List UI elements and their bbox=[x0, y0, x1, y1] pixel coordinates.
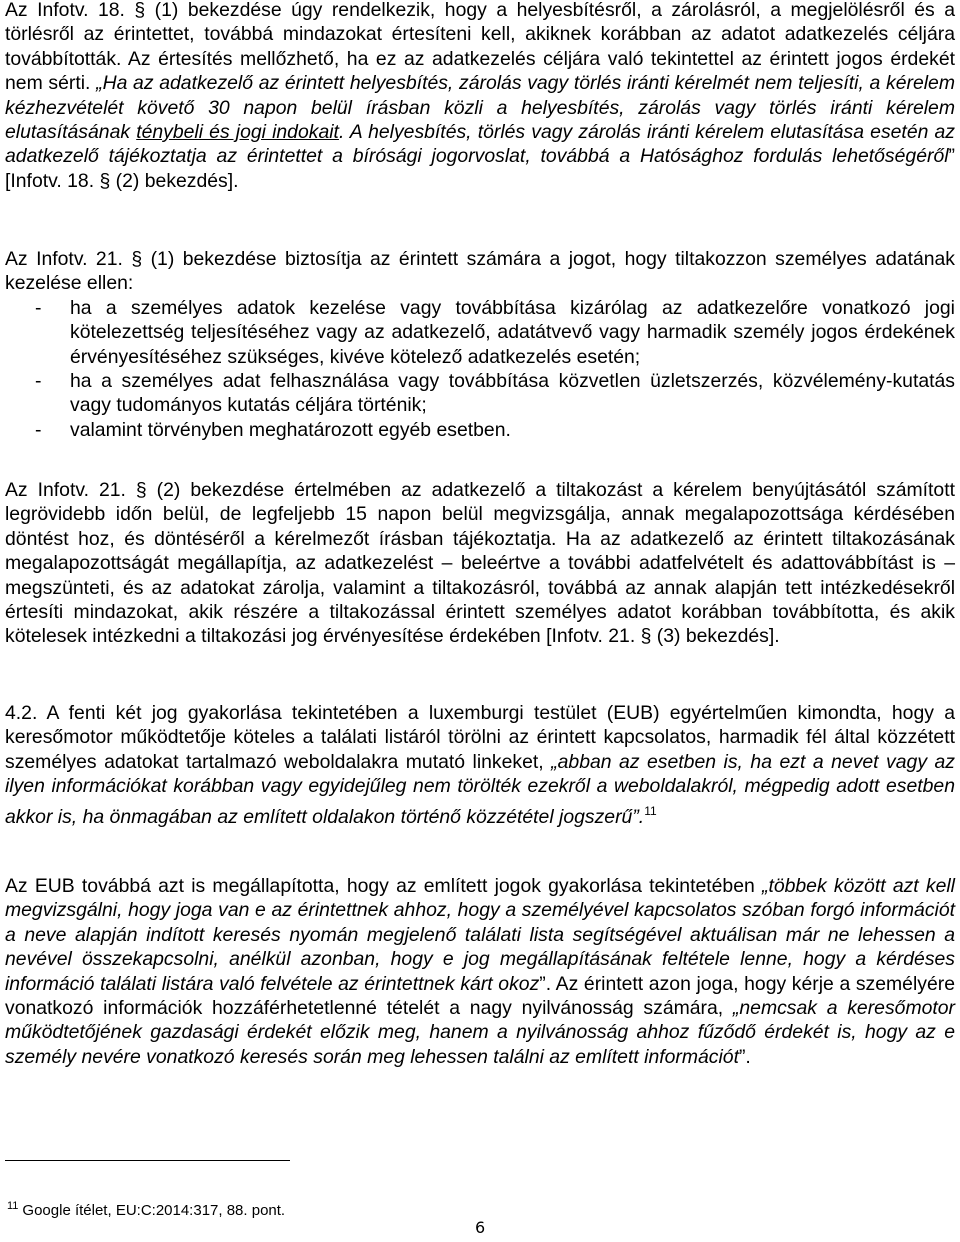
dash-bullet: - bbox=[35, 370, 42, 393]
list-item: - ha a személyes adat felhasználása vagy továbbítása közvetlen üzletszerzés, közvélemény-kutatás vagy tudományos kutatás céljára történik; bbox=[35, 370, 955, 417]
paragraph-4-2: 4.2. A fenti két jog gyakorlása tekintetében a luxemburgi testület (EUB) egyértelműen kimondta, hogy a keresőmotor működtetője köteles a találati listáról törölni az érintett kapcsolatos, harmadik fél által közzétett személyes adatokat tartalmazó weboldalakra mutató linkeket, „abban az esetben is, ha ezt a nevet vagy az ilyen információkat korábban vagy egyidejűleg nem törölték ezekről a weboldalakról, mégpedig adott esetben akkor is, ha önmagában az említett oldalakon történő közzététel jogszerű”.$^{11}$ bbox=[5, 702, 955, 828]
list-item: - ha a személyes adatok kezelése vagy továbbítása kizárólag az adatkezelőre vonatkozó jogi kötelezettség teljesítéséhez vagy az adatkezelő, adatátvevő vagy harmadik személy jogos érdekének érvényesítéséhez szükséges, kivéve kötelező adatkezelés esetén; bbox=[35, 296, 955, 368]
paragraph-eub-findings: Az EUB továbbá azt is megállapította, hogy az említett jogok gyakorlása tekintetében „többek között azt kell megvizsgálni, hogy joga van e az érintettnek ahhoz, hogy a személyével kapcsolatos szóban forgó információt a neve alapján indított keresés nyomán megjelenő találati lista segítségével aktuálisan már ne lehessen a nevével összekapcsolni, anélkül azonban, hogy e jog megállapításának feltétele lenne, hogy a kérdéses információ találati listára való felvétele az érintettnek kárt okoz”. Az érintett azon joga, hogy kérje a személyére vonatkozó információk hozzáférhetetlenné tételét a nagy nyilvánosság számára, „nemcsak a keresőmotor működtetőjének gazdasági érdekét előzik meg, hanem a nyilvánosság ahhoz fűződő érdekét is, hogy az e személy nevére vonatkozó keresés során meg lehessen találni az említett információt”. bbox=[5, 875, 956, 1068]
footnote bbox=[7, 1196, 285, 1221]
paragraph-infotv-21-1 bbox=[5, 247, 955, 442]
quote-rejection: „Ha az adatkezelő az érintett helyesbítés, zárolás vagy törlés iránti kérelmét nem teljesíti, a kérelem kézhezvételét követő 30 napon belül írásban közli a helyesbítés, zárolás vagy törlés iránti kérelem elutasításának ténybeli és jogi indokait. A helyesbítés, törlés vagy zárolás iránti kérelem elutasítása esetén az adatkezelő tájékoztatja az érintettet a bírósági jogorvoslat, továbbá a Hatósághoz fordulás lehetőségéről bbox=[5, 72, 956, 168]
quote-eub-delete: „abban az esetben is, ha ezt a nevet vagy az ilyen információkat korábban vagy egyidejűleg nem törölték ezekről a weboldalakról, mégpedig adott esetben akkor is, ha önmagában az említett oldalakon történő közzététel jogszerű bbox=[5, 750, 955, 828]
paragraph-infotv-18: Az Infotv. 18. § (1) bekezdése úgy rendelkezik, hogy a helyesbítésről, a zárolásról, a megjelölésről és a törlésről az érintettet, továbbá mindazokat értesíteni kell, akiknek korábban az adatot adatkezelés céljára továbbították. Az értesítés mellőzhető, ha ez az adatkezelés céljára való tekintettel az érintett jogos érdekét nem sérti. „Ha az adatkezelő az érintett helyesbítés, zárolás vagy törlés iránti kérelmét nem teljesíti, a kérelem kézhezvételét követő 30 napon belül írásban közli a helyesbítés, zárolás vagy törlés iránti kérelem elutasításának ténybeli és jogi indokait. A helyesbítés, törlés vagy zárolás iránti kérelem elutasítása esetén az adatkezelő tájékoztatja az érintettet a bírósági jogorvoslat, továbbá a Hatósághoz fordulás lehetőségéről” [Infotv. 18. § (2) bekezdés]. bbox=[5, 0, 956, 192]
footnote-number: 11 bbox=[7, 1200, 19, 1212]
footnote-separator bbox=[5, 1160, 290, 1161]
list-item: - valamint törvényben meghatározott egyéb esetben. bbox=[35, 418, 511, 441]
objection-list bbox=[5, 296, 955, 442]
quote-eub-examine: „többek között azt kell megvizsgálni, hogy joga van e az érintettnek ahhoz, hogy a személyével kapcsolatos szóban forgó információt a neve alapján indított keresés nyomán megjelenő találati lista segítségével aktuálisan már ne lehessen a nevével összekapcsolni, anélkül azonban, hogy e jog megállapításának feltétele lenne, hogy a kérdéses információ találati listára való felvétele az érintettnek kárt okoz bbox=[5, 875, 955, 995]
page-number: 6 bbox=[475, 1218, 486, 1237]
footnote-ref[interactable]: 11 bbox=[644, 803, 657, 818]
underlined-reasons: ténybeli és jogi indokait bbox=[136, 121, 339, 144]
quote-eub-interest: „nemcsak a keresőmotor működtetőjének gazdasági érdekét előzik meg, hanem a nyilvánosság ahhoz fűződő érdekét is, hogy az e személy nevére vonatkozó keresés során meg lehessen találni az említett információt bbox=[5, 997, 956, 1068]
dash-bullet: - bbox=[35, 296, 42, 319]
footnote-text: Google ítélet, EU:C:2014:317, 88. pont. bbox=[22, 1202, 286, 1219]
dash-bullet: - bbox=[35, 418, 42, 441]
paragraph-infotv-21-2: Az Infotv. 21. § (2) bekezdése értelmében az adatkezelő a tiltakozást a kérelem benyújtásától számított legrövidebb időn belül, de legfeljebb 15 napon belül megvizsgálja, annak megalapozottsága kérdésében döntést hoz, és döntéséről a kérelmezőt írásban tájékoztatja. Ha az adatkezelő az érintett tiltakozásának megalapozottságát megállapítja, az adatkezelést – beleértve a további adatfelvételt és adattovábbítást is – megszünteti, és az adatokat zárolja, valamint a tiltakozásról, továbbá az annak alapján tett intézkedésekről értesíti mindazokat, akik részére a tiltakozással érintett személyes adatot korábban továbbította, és akik kötelesek intézkedni a tiltakozási jog érvényesítése érdekében [Infotv. 21. § (3) bekezdés]. bbox=[5, 479, 955, 648]
list-intro: Az Infotv. 21. § (1) bekezdése biztosítja az érintett számára a jogot, hogy tiltakozzon személyes adatának kezelése ellen: bbox=[5, 248, 955, 295]
